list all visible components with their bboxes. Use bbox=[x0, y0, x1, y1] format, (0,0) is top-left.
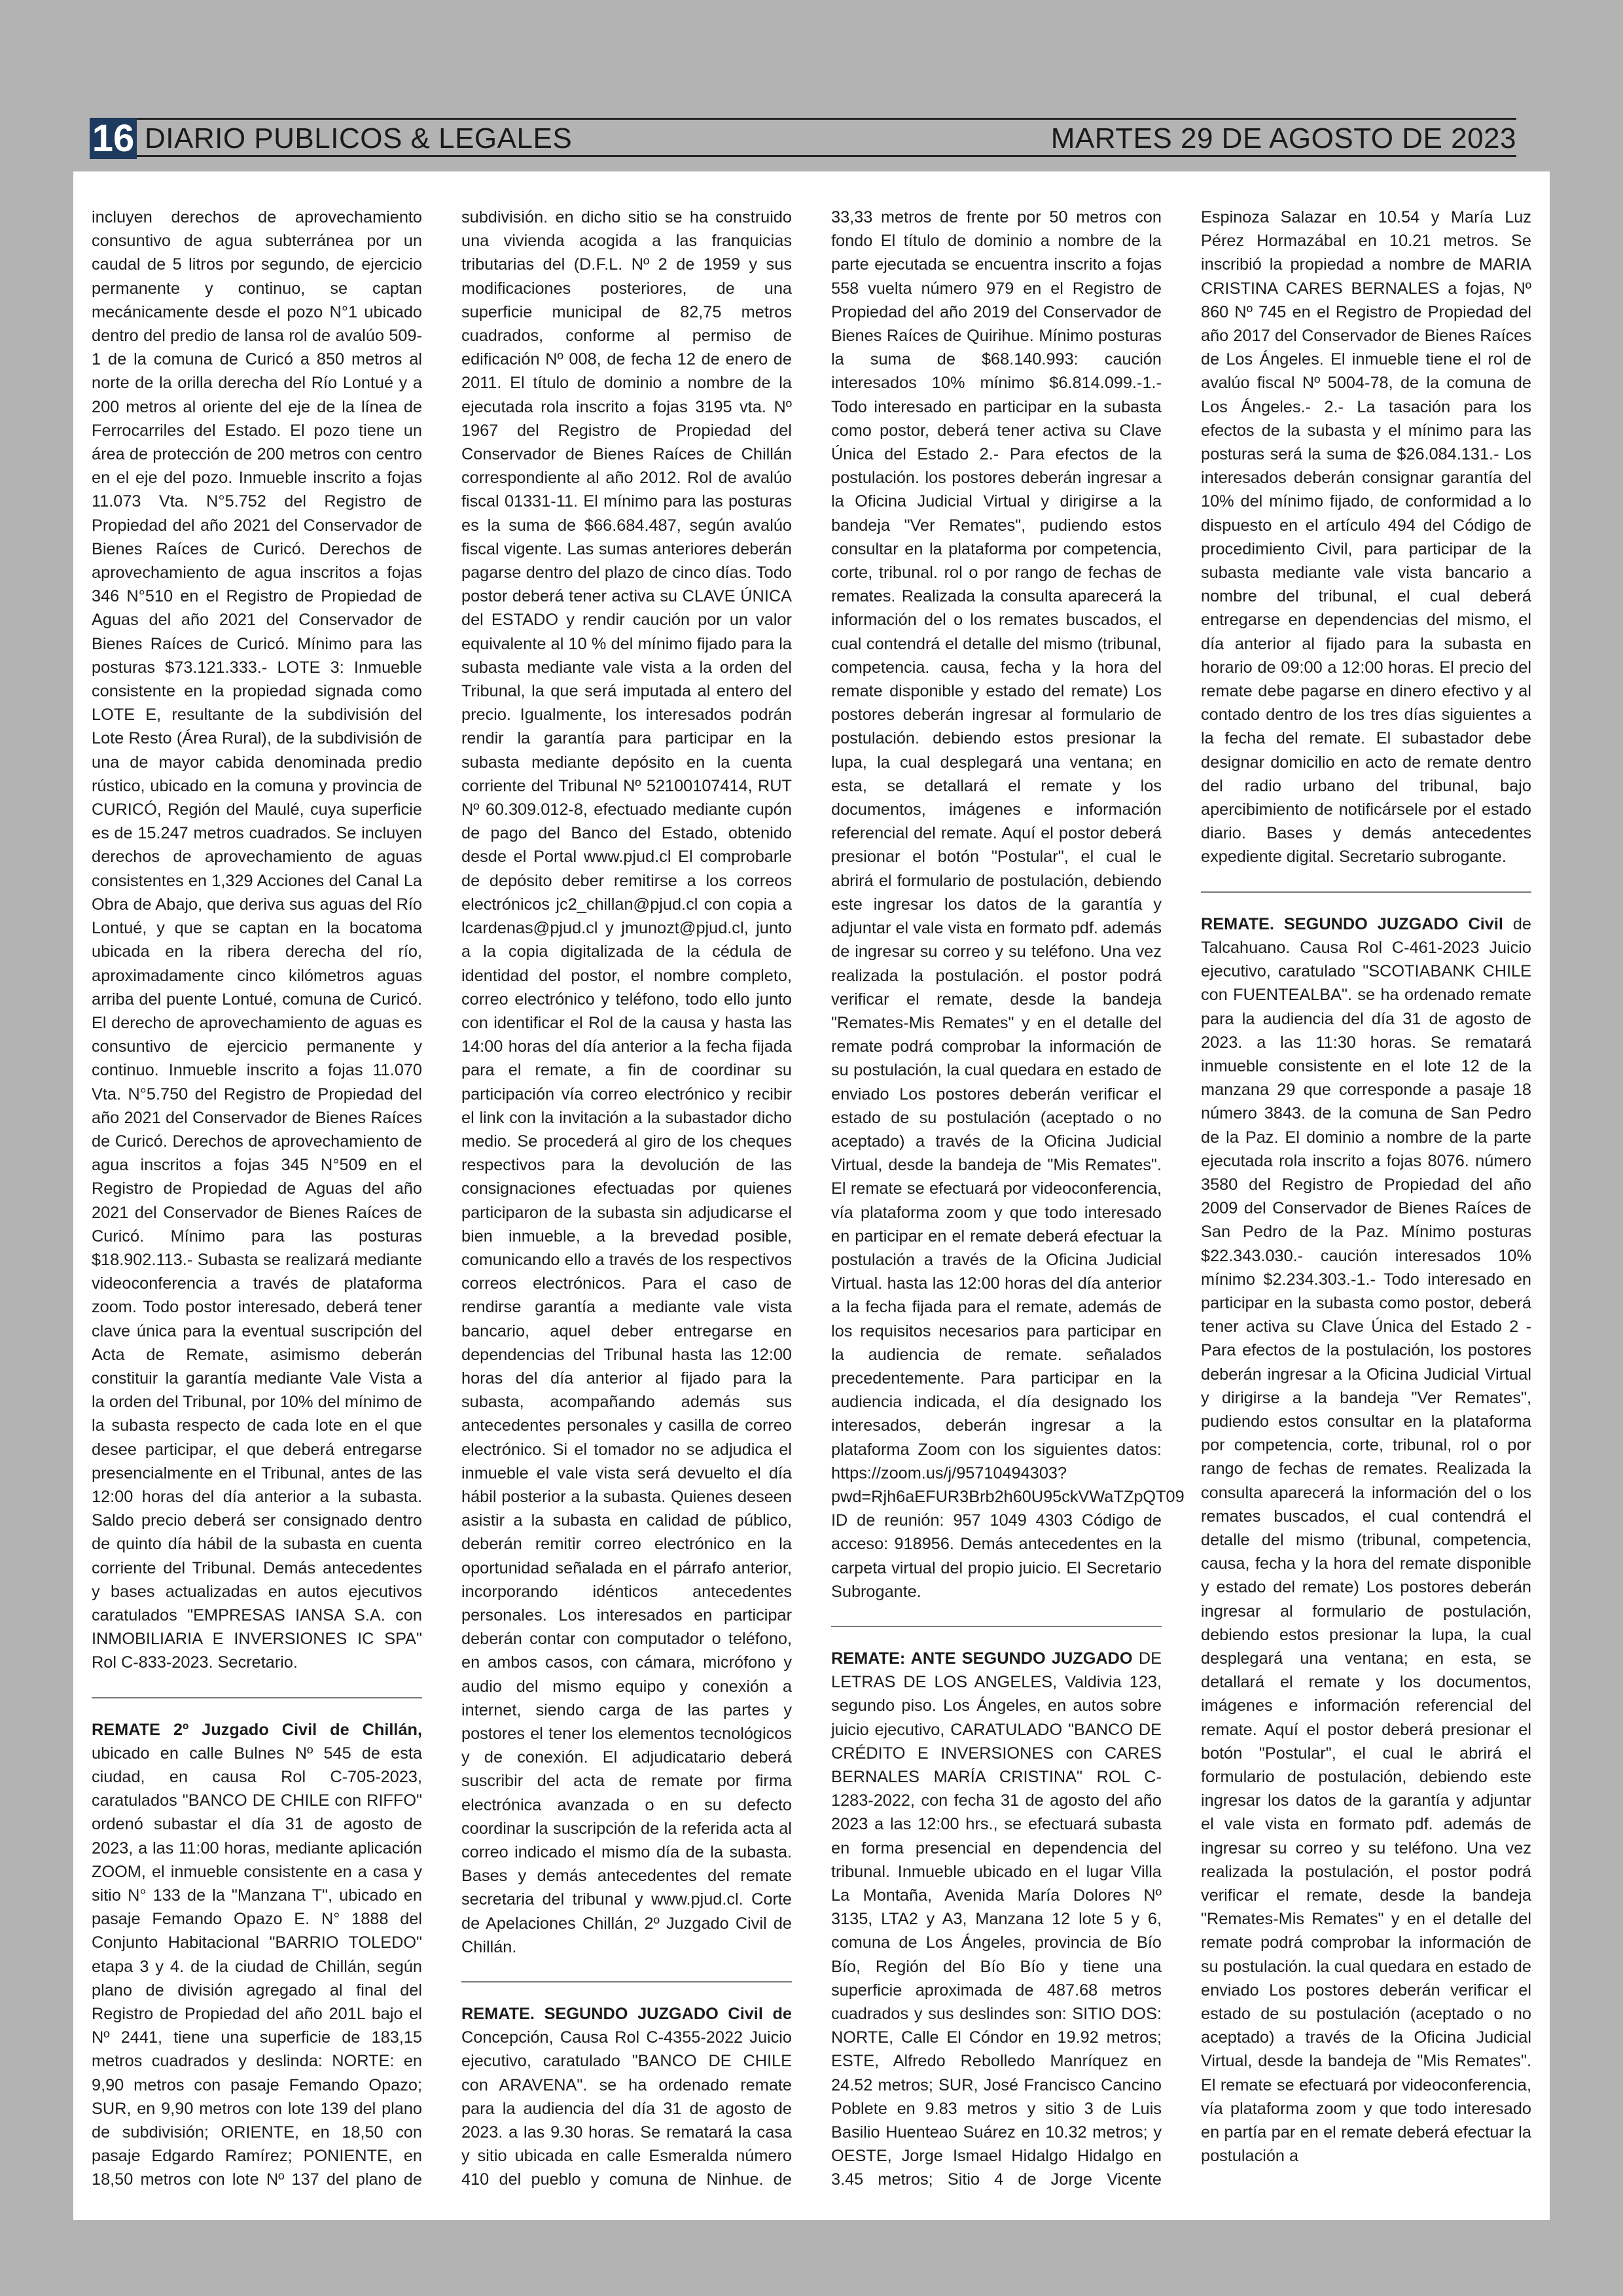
notice-text: ubicado en calle Bulnes Nº 545 de esta ciudad, en causa Rol C-705-2023, caratulados "BANCO DE CHILE con RIFFO" ordenó subastar el día 31 de agosto de 2023, a las 11:00 horas, mediante aplicación ZOOM, el inmueble consistente en a casa y sitio N° 133 de la "Manzana T", ubicado en pasaje Femando Opazo E. N° 1888 del Conjunto Habitacional "BARRIO TOLEDO" etapa 3 y 4. de la ciudad de Chillán, según plano de división agregado al final del Registro de Propiedad del año 201L bajo el Nº 2441, tiene una superficie de 183,15 metros cuadrados y deslinda: NORTE: en 9,90 metros con pasaje Femando Opazo; SUR, en 9,90 metros con lote 139 del plano de subdivisión; ORIENTE, en 18,50 con pasaje Edgardo Ramírez; PONIENTE, en 18,50 metros con lote Nº 137 del plano de subdivisión. en dicho sitio se ha construido una vivienda acogida a las franquicias tributarias del (D.F.L. Nº 2 de 1959 y sus modificaciones posteriores, de una superficie municipal de 82,75 metros cuadrados, conforme al permiso de edificación Nº 008, de fecha 12 de enero de 2011. El título de dominio a nombre de la ejecutada rola inscrito a fojas 3195 vta. Nº 1967 del Registro de Propiedad del Conservador de Bienes Raíces de Chillán correspondiente al año 2012. Rol de avalúo fiscal 01331-11. El mínimo para las posturas es la suma de $66.684.487, según avalúo fiscal vigente. Las sumas anteriores deberán pagarse dentro del plazo de cinco días. Todo postor deberá tener activa su CLAVE ÚNICA del ESTADO y rendir caución por un valor equivalente al 10 % del mínimo fijado para la subasta mediante vale vista a la orden del Tribunal, la que será imputada al entero del precio. Igualmente, los interesados podrán rendir la garantía para participar en la subasta mediante depósito en la cuenta corriente del Tribunal Nº 52100107414, RUT Nº 60.309.012-8, efectuado mediante cupón de pago del Banco del Estado, obtenido desde el Portal www.pjud.cl El comprobarle de depósito deber remitirse a los correos electrónicos jc2_chillan@pjud.cl con copia a lcardenas@pjud.cl y jmunozt@pjud.cl, junto a la copia digitalizada de la cédula de identidad del postor, el nombre completo, correo electrónico y teléfono, todo ello junto con identificar el Rol de la causa y hasta las 14:00 horas del día anterior a la fecha fijada para el remate, a fin de coordinar su participación vía correo electrónico y recibir el link con la invitación a la subastador dicho medio. Se procederá al giro de los cheques respectivos para la devolución de las consignaciones efectuadas por quienes participaron de la subasta sin adjudicarse el bien inmueble, a la brevedad posible, comunicando ello a través de los respectivos correos electrónicos. Para el caso de rendirse garantía a mediante vale vista bancario, aquel deber entregarse en dependencias del Tribunal hasta las 12:00 horas del día anterior al fijado para la subasta, acompañando además sus antecedentes personales y casilla de correo electrónico. Si el tomador no se adjudica el inmueble el vale vista será devuelto el día hábil posterior a la subasta. Quienes deseen asistir a la subasta en calidad de público, deberán remitir correo electrónico en la oportunidad señalada en el párrafo anterior, incorporando idénticos antecedentes personales. Los interesados en participar deberán contar con computador o teléfono, en ambos casos, con cámara, micrófono y audio del mismo equipo y conexión a internet, siendo carga de las partes y postores el tener los elementos tecnológicos y de conexión. El adjudicatario deberá suscribir del acta de remate por firma electrónica avanzada o en su defecto coordinar la suscripción de la referida acta al correo indicado el mismo día de la subasta. Bases y demás antecedentes del remate secretaria del tribunal y www.pjud.cl. Corte de Apelaciones Chillán, 2º Juzgado Civil de Chillán. bbox=[92, 208, 792, 2189]
notice-text: incluyen derechos de aprovechamiento consuntivo de agua subterránea por un caudal de 5 litros por segundo, de ejercicio permanente y continuo, se captan mecánicamente desde el pozo N°1 ubicado dentro del predio de lansa rol de avalúo 509-1 de la comuna de Curicó a 850 metros al norte de la orilla derecha del Río Lontué y a 200 metros al oriente del eje de la línea de Ferrocarriles del Estado. El pozo tiene un área de protección de 200 metros con centro en el eje del pozo. Inmueble inscrito a fojas 11.073 Vta. N°5.752 del Registro de Propiedad del año 2021 del Conservador de Bienes Raíces de Curicó. Derechos de aprovechamiento de agua inscritos a fojas 346 N°510 en el Registro de Propiedad de Aguas del año 2021 del Conservador de Bienes Raíces de Curicó. Mínimo para las posturas $73.121.333.- LOTE 3: Inmueble consistente en la propiedad signada como LOTE E, resultante de la subdivisión del Lote Resto (Área Rural), de la subdivisión de una de mayor cabida denominada predio rústico, ubicado en la comuna y provincia de CURICÓ, Región del Maulé, cuya superficie es de 15.247 metros cuadrados. Se incluyen derechos de aprovechamiento de aguas consistentes en 1,329 Acciones del Canal La Obra de Abajo, que deriva sus aguas del Río Lontué, y que se captan en la bocatoma ubicada en la ribera derecha del río, aproximadamente cinco kilómetros aguas arriba del puente Lontué, comuna de Curicó. El derecho de aprovechamiento de aguas es consuntivo de ejercicio permanente y continuo. Inmueble inscrito a fojas 11.070 Vta. N°5.750 del Registro de Propiedad del año 2021 del Conservador de Bienes Raíces de Curicó. Derechos de aprovechamiento de agua inscritos a fojas 345 N°509 en el Registro de Propiedad de Aguas del año 2021 del Conservador de Bienes Raíces de Curicó. Mínimo para las posturas $18.902.113.- Subasta se realizará mediante videoconferencia a través de plataforma zoom. Todo postor interesado, deberá tener clave única para la eventual suscripción del Acta de Remate, asimismo deberán constituir la garantía mediante Vale Vista a la orden del Tribunal, por 10% del mínimo de la subasta respecto de cada lote en el que desee participar, el que deberá entregarse presencialmente en el Tribunal, antes de las 12:00 horas del día anterior a la subasta. Saldo precio deberá ser consignado dentro de quinto día hábil de la subasta en cuenta corriente del Tribunal. Demás antecedentes y bases actualizadas en autos ejecutivos caratulados "EMPRESAS IANSA S.A. con INMOBILIARIA E INVERSIONES IC SPA" Rol C-833-2023. Secretario. bbox=[92, 208, 422, 1672]
publication-title: DIARIO PUBLICOS & LEGALES bbox=[145, 122, 573, 154]
notice-heading: REMATE. SEGUNDO JUZGADO Civil bbox=[1201, 914, 1503, 933]
page-number: 16 bbox=[90, 118, 137, 159]
notice-text: DE LETRAS DE LOS ANGELES, Valdivia 123, segundo piso. Los Ángeles, en autos sobre juicio ejecutivo, CARATULADO "BANCO DE CRÉDITO E INVERSIONES con CARES BERNALES MARÍA CRISTINA" ROL C-1283-2022, con fecha 31 de agosto del año 2023 a las 12:00 hrs., se efectuará subasta en forma presencial en dependencia del tribunal. Inmueble ubicado en el lugar Villa La Montaña, Avenida María Dolores Nº 3135, LTA2 y A3, Manzana 12 lote 5 y 6, comuna de Los Ángeles, provincia de Bío Bío, Región del Bío Bío y tiene una superficie aproximada de 487.68 metros cuadrados y sus deslindes son: SITIO DOS: NORTE, Calle El Cóndor en 19.92 metros; ESTE, Alfredo Rebolledo Manríquez en 24.52 metros; SUR, José Francisco Cancino Poblete en 9.83 metros y sitio 3 de Luis Basilio Huenteao Suárez en 10.32 metros; y OESTE, Jorge Ismael Hidalgo Hidalgo en 3.45 metros; Sitio 4 de Jorge Vicente Espinoza Salazar en 10.54 y María Luz Pérez Hormazábal en 10.21 metros. Se inscribió la propiedad a nombre de MARIA CRISTINA CARES BERNALES a fojas, Nº 860 Nº 745 en el Registro de Propiedad del año 2017 del Conservador de Bienes Raíces de Los Ángeles. El inmueble tiene el rol de avalúo fiscal Nº 5004-78, de la comuna de Los Ángeles.- 2.- La tasación para los efectos de la subasta y el mínimo para las posturas será la suma de $26.084.131.- Los interesados deberán consignar garantía del 10% del mínimo fijado, de conformidad a lo dispuesto en el artículo 494 del Código de procedimiento Civil, para participar de la subasta mediante vale vista bancario a nombre del tribunal, el cual deberá entregarse en dependencias del mismo, el día anterior al fijado para la subasta en horario de 09:00 a 12:00 horas. El precio del remate debe pagarse en dinero efectivo y al contado dentro de los tres días siguientes a la fecha del remate. El subastador debe designar domicilio en acto de remate dentro del radio urbano del tribunal, bajo apercibimiento de notificársele por el estado diario. Bases y demás antecedentes expediente digital. Secretario subrogante. bbox=[831, 208, 1531, 2189]
issue-date: MARTES 29 DE AGOSTO DE 2023 bbox=[1050, 122, 1516, 154]
notice-continuation bbox=[92, 206, 422, 1675]
legal-notices-columns bbox=[92, 206, 1531, 2202]
page-body bbox=[73, 171, 1550, 2220]
notice-text: de Talcahuano. Causa Rol C-461-2023 Juicio ejecutivo, caratulado "SCOTIABANK CHILE con FUENTEALBA". se ha ordenado remate para la audiencia del día 31 de agosto de 2023. a las 11:30 horas. Se rematará inmueble consistente en el lote 12 de la manzana 29 que corresponde a pasaje 18 número 3843. de la comuna de San Pedro de la Paz. El dominio a nombre de la parte ejecutada rola inscrito a fojas 8076. número 3580 del Registro de Propiedad del año 2009 del Conservador de Bienes Raíces de San Pedro de la Paz. Mínimo posturas $22.343.030.- caución interesados 10% mínimo $2.234.303.-1.- Todo interesado en participar en la subasta como postor, deberá tener activa su Clave Única del Estado 2 - Para efectos de la postulación, los postores deberán ingresar a la Oficina Judicial Virtual y dirigirse a la bandeja "Ver Remates", pudiendo estos consultar en la plataforma por competencia, corte, tribunal, rol o por rango de fechas de remates. Realizada la consulta aparecerá la información del o los remates buscados, el cual contendrá el detalle del mismo (tribunal, competencia, causa, fecha y la hora del remate disponible y estado del remate) Los postores deberán ingresar al formulario de postulación, debiendo estos presionar la lupa, la cual desplegará una ventana; en esta, se detallará el remate y los documentos, imágenes e información referencial del remate. Aquí el postor deberá presionar el botón "Postular", el cual le abrirá el formulario de postulación, debiendo este ingresar los datos de la garantía y adjuntar el vale vista en formato pdf. además de ingresar su correo y su teléfono. Una vez realizada la postulación, el postor podrá verificar el remate, desde la bandeja "Remates-Mis Remates" y en el detalle del remate podrá comprobar la información de su postulación. la cual quedara en estado de enviado Los postores deberán verificar el estado de su postulación (aceptado o no aceptado) a través de la Oficina Judicial Virtual, desde la bandeja de "Mis Remates". El remate se efectuará por videoconferencia, vía plataforma zoom y que todo interesado en partía par en el remate deberá efectuar la postulación a bbox=[1201, 914, 1531, 2166]
notice-heading: REMATE. SEGUNDO JUZGADO Civil de bbox=[461, 2005, 792, 2024]
notice-heading: REMATE 2º Juzgado Civil de Chillán, bbox=[92, 1720, 422, 1739]
page-header bbox=[90, 117, 1516, 160]
notice-text: Concepción, Causa Rol C-4355-2022 Juicio ejecutivo, caratulado "BANCO DE CHILE con ARAVENA". se ha ordenado remate para la audiencia del día 31 de agosto de 2023. a las 9.30 horas. Se rematará la casa y sitio ubicada en calle Esmeralda número 410 del pueblo y comuna de Ninhue. de 33,33 metros de frente por 50 metros con fondo El título de dominio a nombre de la parte ejecutada se encuentra inscrito a fojas 558 vuelta número 979 en el Registro de Propiedad del año 2019 del Conservador de Bienes Raíces de Quirihue. Mínimo posturas la suma de $68.140.993: caución interesados 10% mínimo $6.814.099.-1.- Todo interesado en participar en la subasta como postor, deberá tener activa su Clave Única del Estado 2.- Para efectos de la postulación. los postores deberán ingresar a la Oficina Judicial Virtual y dirigirse a la bandeja "Ver Remates", pudiendo estos consultar en la plataforma por competencia, corte, tribunal. rol o por rango de fechas de remates. Realizada la consulta aparecerá la información del o los remates buscados, el cual contendrá el detalle del mismo (tribunal, competencia. causa, fecha y la hora del remate disponible y estado del remate) Los postores deberán ingresar al formulario de postulación. debiendo estos presionar la lupa, la cual desplegará una ventana; en esta, se detallará el remate y los documentos, imágenes e información referencial del remate. Aquí el postor deberá presionar el botón "Postular", el cual le abrirá el formulario de postulación, debiendo este ingresar los datos de la garantía y adjuntar el vale vista en formato pdf. además de ingresar su correo y su teléfono. Una vez realizada la postulación. el postor podrá verificar el remate, desde la bandeja "Remates-Mis Remates" y en el detalle del remate podrá comprobar la información de su postulación, la cual quedara en estado de enviado Los postores deberán verificar el estado de su postulación (aceptado o no aceptado) a través de la Oficina Judicial Virtual, desde la bandeja de "Mis Remates". El remate se efectuará por videoconferencia, vía plataforma zoom y que todo interesado en participar en el remate deberá efectuar la postulación a través de la Oficina Judicial Virtual. hasta las 12:00 horas del día anterior a la fecha fijada para el remate, además de los requisitos necesarios para participar en la audiencia de remate. señalados precedentemente. Para participar en la audiencia indicada, el día designado los interesados, deberán ingresar a la plataforma Zoom con los siguientes datos: https://zoom.us/j/95710494303?pwd=Rjh6aEFUR3Brb2h60U95ckVWaTZpQT09 ID de reunión: 957 1049 4303 Código de acceso: 918956. Demás antecedentes en la carpeta virtual del propio juicio. El Secretario Subrogante. bbox=[461, 208, 1185, 2189]
notice-heading: REMATE: ANTE SEGUNDO JUZGADO bbox=[831, 1649, 1133, 1668]
notice-remate-talcahuano bbox=[1201, 891, 1531, 2168]
